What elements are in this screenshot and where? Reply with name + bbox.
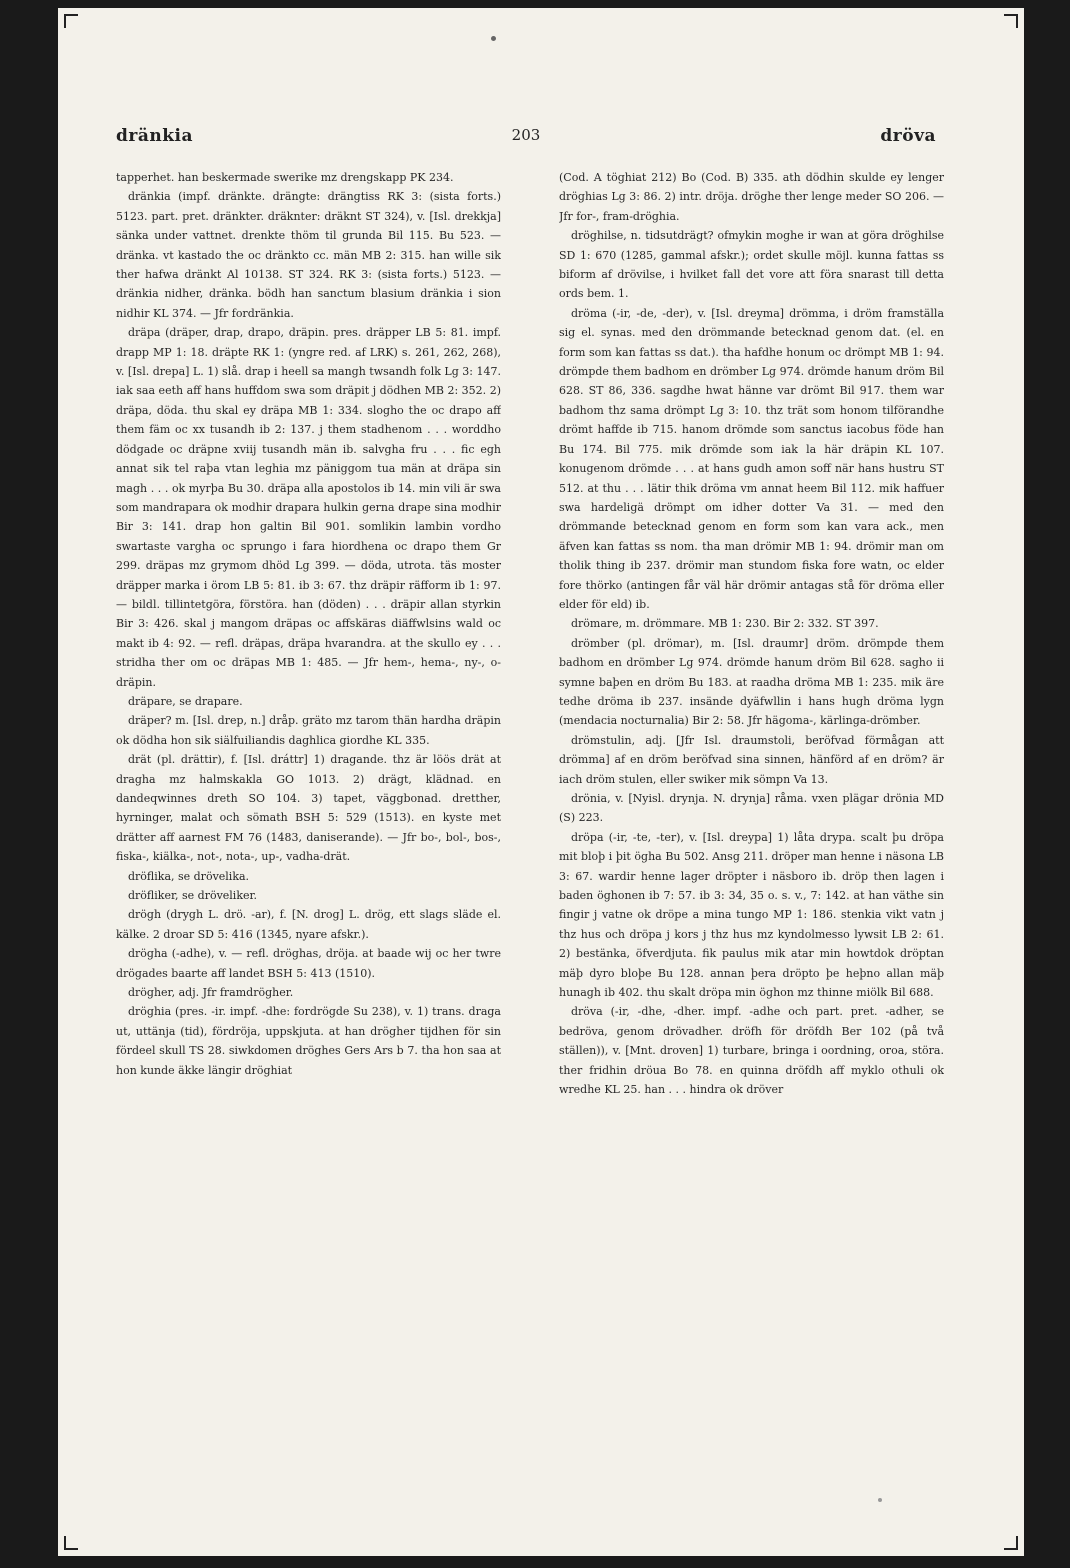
entry: dräpa (dräper, drap, drapo, dräpin. pres. dräpper LB 5: 81. impf. drapp MP 1: 18. dräpte RK 1: (yngre red. af LRK) s. 261, 262, 268), v. [Isl. drepa] L. 1) slå. drap i heell sa mangh twsandh folk Lg 3: 147. iak saa eeth aff hans huffdom swa som dräpit j dödhen MB 2: 352. 2) dräpa, döda. thu skal ey dräpa MB 1: 334. slogho the oc drapo aff them fäm oc xx tusandh ib 2: 137. j them stadhenom . . . worddho dödgade oc dräpne xviij tusandh män ib. salvgha fru . . . fic egh annat sik tel raþa vtan leghia mz päniggom tua män at dräpa sin magh . . . ok myrþa Bu 30. dräpa alla apostolos ib 14. min vili är swa som mandrapara ok modhir drapara hulkin gerna drape sina modhir Bir 3: 141. drap hon galtin Bil 901. somlikin lambin vordho swartaste vargha oc sprungo i fara hiordhena oc drapo them Gr 299. dräpas mz grymom dhöd Lg 399. — döda, utrota. täs moster dräpper marka i örom LB 5: 81. ib 3: 67. thz dräpir räfform ib 1: 97. — bildl. tillintetgöra, förstöra. han (döden) . . . dräpir allan styrkin Bir 3: 426. skal j mangom dräpas oc affskäras diäffwlsins wald oc makt ib 4: 92. — refl. dräpas, dräpa hvarandra. at the skullo ey . . . stridha ther om oc dräpas MB 1: 485. — Jfr hem-, hema-, ny-, o-dräpin. <box>116 326 501 689</box>
entry: drömstulin, adj. [Jfr Isl. draumstoli, beröfvad förmågan att drömma] af en dröm beröfvad sina sinnen, hänförd af en dröm? är iach dröm stulen, eller swiker mik sömpn Va 13. <box>559 733 944 786</box>
crop-mark-top-left <box>64 14 78 28</box>
right-column <box>559 168 944 1378</box>
entry: dräper? m. [Isl. drep, n.] dråp. gräto mz tarom thän hardha dräpin ok dödha hon sik siälfuiliandis daghlica giordhe KL 335. <box>116 714 501 747</box>
entry: drögh (drygh L. drö. -ar), f. [N. drog] L. drög, ett slags släde el. kälke. 2 droar SD 5: 416 (1345, nyare afskr.). <box>116 908 501 941</box>
entry: dröghia (pres. -ir. impf. -dhe: fordrögde Su 238), v. 1) trans. draga ut, uttänja (tid), fördröja, uppskjuta. at han drögher tijdhen för sin fördeel skull TS 28. siwkdomen dröghes Gers Ars b 7. tha hon saa at hon kunde äkke längir dröghiat <box>116 1005 501 1077</box>
entry: tapperhet. han beskermade swerike mz drengskapp PK 234. <box>116 171 454 184</box>
header-right-guide-word: dröva <box>880 126 936 146</box>
entry: drömber (pl. drömar), m. [Isl. draumr] dröm. drömpde them badhom en drömber Lg 974. drömde hanum dröm Bil 628. sagho ii symne baþen en dröm Bu 183. at raadha dröma MB 1: 235. mik äre tedhe dröma ib 237. insände dyäfwllin i hans hugh dröma lygn (mendacia nocturnalia) Bir 2: 58. Jfr hägoma-, kärlinga-drömber. <box>559 636 944 728</box>
crop-mark-top-right <box>1004 14 1018 28</box>
entry: dröva (-ir, -dhe, -dher. impf. -adhe och part. pret. -adher, se bedröva, genom drövadher. dröfh för dröfdh Ber 102 (på två ställen)), v. [Mnt. droven] 1) turbare, bringa i oordning, oroa, störa. ther fridhin dröua Bo 78. en quinna dröfdh aff myklo othuli ok wredhe KL 25. han . . . hindra ok dröver <box>559 1005 944 1097</box>
dictionary-page <box>58 8 1024 1556</box>
entry: dröfliker, se dröveliker. <box>128 889 258 903</box>
entry: (Cod. A töghiat 212) Bo (Cod. B) 335. ath dödhin skulde ey lenger dröghias Lg 3: 86. 2) intr. dröja. dröghe ther lenge meder SO 206. — Jfr for-, fram-dröghia. <box>559 171 944 223</box>
entry: drögher, adj. Jfr framdrögher. <box>128 986 294 1000</box>
entry: drät (pl. drättir), f. [Isl. dráttr] 1) dragande. thz är löös drät at dragha mz halmskakla GO 1013. 2) drägt, klädnad. en dandeqwinnes dreth SO 104. 3) tapet, väggbonad. dretther, hyrninger, malat och sömath BSH 5: 529 (1513). en kyste met drätter aff aarnest FM 76 (1483, daniserande). — Jfr bo-, bol-, bos-, fiska-, kiälka-, not-, nota-, up-, vadha-drät. <box>116 753 501 864</box>
entry: dräpare, se drapare. <box>128 694 243 708</box>
crop-mark-bottom-left <box>64 1536 78 1550</box>
running-header <box>116 126 936 148</box>
scan-speck <box>491 36 496 41</box>
entry: dröpa (-ir, -te, -ter), v. [Isl. dreypa] 1) låta drypa. scalt þu dröpa mit bloþ i þit ögha Bu 502. Ansg 211. dröper man henne i näsona LB 3: 67. wardir henne lager dröpter i näsboro ib. dröp then lagen i baden öghonen ib 7: 57. ib 3: 34, 35 o. s. v., 7: 142. at han väthe sin fingir j vatne ok dröpe a mina tungo MP 1: 186. stenkia vikt vatn j thz hus och dröpa j kors j thz hus mz kyndolmesso lywsit LB 2: 61. 2) bestänka, öfverdjuta. fik paulus mik atar min howtdok dröptan mäþ dyro bloþe Bu 128. annan þera dröpto þe heþno allan mäþ hunagh ib 402. thu skalt dröpa min öghon mz thinne miölk Bil 688. <box>559 830 944 1000</box>
scan-speck <box>878 1498 882 1502</box>
header-left-guide-word: dränkia <box>116 126 193 146</box>
entry: drögha (-adhe), v. — refl. dröghas, dröja. at baade wij oc her twre drögades baarte aff landet BSH 5: 413 (1510). <box>116 947 501 980</box>
entry: dröma (-ir, -de, -der), v. [Isl. dreyma] drömma, i dröm framställa sig el. synas. med den drömmande betecknad genom dat. (el. en form som kan fattas ss dat.). tha hafdhe honum oc drömpt MB 1: 94. drömpde them badhom en drömber Lg 974. drömde hanum dröm Bil 628. ST 86, 336. sagdhe hwat hänne var drömt Bil 917. them war badhom thz sama drömpt Lg 3: 10. thz trät som honom tilförandhe drömt haffde ib 715. hanom drömde som sanctus iacobus föde han Bu 174. Bil 775. mik drömde som iak la här dräpin KL 107. konugenom drömde . . . at hans gudh amon soff när hans hustru ST 512. at thu . . . lätir thik dröma vm annat heem Bil 112. mik haffuer swa hardeligä drömpt om idher dotter Va 31. — med den drömmande betecknad genom en form som kan vara ack., men äfven kan fattas ss nom. tha man drömir MB 1: 94. drömir man om tholik thing ib 237. drömir man stundom fiska fore watn, oc elder fore thörko (antingen får väl här drömir antagas stå för dröma eller elder för eld) ib. <box>559 306 944 611</box>
crop-mark-bottom-right <box>1004 1536 1018 1550</box>
left-column <box>116 168 501 1378</box>
entry: drömare, m. drömmare. MB 1: 230. Bir 2: 332. ST 397. <box>571 617 879 631</box>
entry: dröflika, se drövelika. <box>128 869 250 883</box>
page-number: 203 <box>511 126 541 144</box>
entry: dröghilse, n. tidsutdrägt? ofmykin moghe ir wan at göra dröghilse SD 1: 670 (1285, gammal afskr.); ordet skulle möjl. kunna fattas ss biform af drövilse, i hvilket fall det vore att föra snarast till detta ords bem. 1. <box>559 229 944 301</box>
entry: drönia, v. [Nyisl. drynja. N. drynja] råma. vxen plägar drönia MD (S) 223. <box>559 792 944 825</box>
entry: dränkia (impf. dränkte. drängte: drängtiss RK 3: (sista forts.) 5123. part. pret. dränkter. dräknter: dräknt ST 324), v. [Isl. drekkja] sänka under vattnet. drenkte thöm til grunda Bil 115. Bu 523. — dränka. vt kastado the oc dränkto cc. män MB 2: 315. han wille sik ther hafwa dränkt Al 10138. ST 324. RK 3: (sista forts.) 5123. — dränkia nidher, dränka. bödh han sanctum blasium dränkia i sion nidhir KL 374. — Jfr fordränkia. <box>116 190 501 320</box>
